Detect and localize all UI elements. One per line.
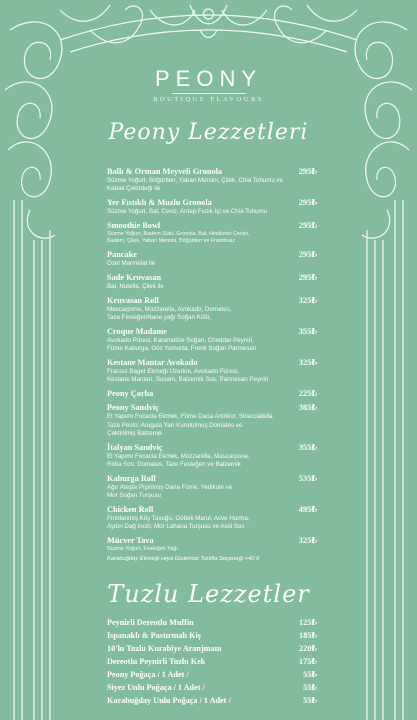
menu-item-name: Ispanaklı & Pastırmalı Kiş xyxy=(107,631,201,640)
menu-item-description: Süzme Yoğurt, Badem Sütü, Gronola, Bal, Hindistan Cevizi, xyxy=(107,230,250,237)
menu-item-description: Kestane Mantarı, Susam, Balzemik Sos, Parmesan Peyniri xyxy=(107,376,269,384)
menu-item-price: 355₺ xyxy=(298,442,317,452)
menu-item xyxy=(107,167,317,194)
menu-item-price: 220₺ xyxy=(299,644,317,653)
section-title: Peony Lezzetleri xyxy=(108,120,309,145)
menu-item xyxy=(107,683,317,696)
menu-item xyxy=(107,273,317,291)
menu-item xyxy=(107,657,317,670)
menu-item-description: Ağır Ateşte Pişirilmiş Dana Füme, Yedikule ve xyxy=(107,483,233,491)
menu-item-name: Kruvasan Roll xyxy=(107,295,159,305)
menu-item-name: İtalyan Sandviç xyxy=(107,442,163,452)
menu-item-name: Smoothie Bowl xyxy=(107,220,161,230)
menu-item-name: Kestane Mantar Avokado xyxy=(107,357,198,367)
menu-item-description: Süzme Yoğurt, Böğürtlen, Yaban Mersini, Çilek, Chia Tohumu ve xyxy=(107,177,284,184)
menu-item-price: 495₺ xyxy=(298,505,317,515)
menu-item-price: 125₺ xyxy=(299,618,317,627)
menu-item-name: Peony Çorba xyxy=(107,389,154,399)
menu-item-description: Taze Pesto, Arugula Yarı Kurutulmuş Domates ve xyxy=(107,421,243,429)
menu-item xyxy=(107,618,317,631)
menu-item xyxy=(107,443,317,470)
brand-logo: PEONY xyxy=(154,66,263,91)
menu-item-name: 10'lu Tuzlu Kurabiye Aranjmanı xyxy=(107,644,222,653)
menu-item xyxy=(107,250,317,268)
menu-item-description: Aydın Dağ İnciri, Mor Lahana Turşusu ve Aioli Sos xyxy=(107,523,245,531)
menu-item xyxy=(107,631,317,644)
menu-item-price: 325₺ xyxy=(298,536,317,546)
menu-item-price: 295₺ xyxy=(298,250,317,260)
menu-item-name: Dereotlu Peynirli Tuzlu Kek xyxy=(107,657,206,666)
section-title: Tuzlu Lezzetler xyxy=(107,580,310,608)
menu-item xyxy=(107,296,317,323)
menu-item-name: Ballı & Orman Meyveli Gronola xyxy=(107,167,223,176)
menu-item-price: 55₺ xyxy=(303,670,317,679)
menu-item xyxy=(107,403,317,438)
menu-item-description: Badem, Çilek, Yaban Mersini, Böğürtlen ve Frambuaz xyxy=(107,238,236,245)
menu-item-price: 355₺ xyxy=(298,326,317,336)
menu-item-price: 55₺ xyxy=(303,683,317,692)
menu-item-name: Chicken Roll xyxy=(107,505,154,515)
menu-item xyxy=(107,644,317,657)
menu-item-name: Siyez Unlu Poğaça / 1 Adet / xyxy=(107,683,205,692)
brand-divider xyxy=(172,93,246,94)
menu-item-description: Roka Sos, Domates, Taze Fesleğen ve Balzemik xyxy=(107,461,241,469)
menu-item-description: Mascarpone, Mozzarella, Avokado, Domates, xyxy=(107,305,232,313)
menu-item-name: Yer Fıstıklı & Muzlu Gronola xyxy=(107,198,212,208)
menu-item xyxy=(107,670,317,683)
menu-item xyxy=(107,358,317,385)
menu-item-name: Karabuğday Unlu Poğaça / 1 Adet / xyxy=(107,696,231,705)
menu-item-description: El Yapımı Focacia Ekmek, Mozzarella, Mascarpone, xyxy=(107,452,250,460)
menu-item-description: Avokado Püresi, Karamelize Soğan, Cheddar Peyniri, xyxy=(107,336,254,344)
menu-item-name: Peynirli Dereotlu Muffin xyxy=(107,618,194,627)
menu-item-price: 325₺ xyxy=(298,295,317,305)
menu-item-price: 325₺ xyxy=(298,357,317,367)
menu-item xyxy=(107,389,317,399)
menu-item-price: 225₺ xyxy=(298,389,317,399)
menu-list xyxy=(107,167,317,558)
menu-item-description: Kabak Çekirdeği ile xyxy=(107,185,161,193)
menu-item-name: Croque Madame xyxy=(107,326,167,336)
menu-item-description: Füme Kaburga, Göz Yumurta, Frenk Soğan Parmesan xyxy=(107,345,257,353)
menu-item-price: 295₺ xyxy=(298,273,317,282)
menu-item-description: Bal, Nutella, Çilek ile xyxy=(107,283,164,290)
menu-item-price: 295₺ xyxy=(298,167,317,176)
menu-list xyxy=(107,618,317,709)
menu-item xyxy=(107,696,317,709)
menu-item-name: Kaburga Roll xyxy=(107,473,156,483)
menu-item-description: Fırınlanmış Köy Tavuğu, Göbek Marul, Acve Hurma, xyxy=(107,515,250,523)
menu-item-description: Süzme Yoğurt, Bal, Ceviz, Antep Fıstık İçi ve Chia Tohumu xyxy=(107,208,268,216)
menu-item-price: 535₺ xyxy=(298,473,317,483)
menu-note: Karabuğday Ekmeği veya Glutensiz Tortilla Seçeneği +40 tl xyxy=(107,556,260,562)
menu-item-name: Sade Kruvasan xyxy=(107,273,162,282)
brand-tagline: BOUTIQUE FLAVOURS xyxy=(153,96,264,103)
menu-item-name: Peony Poğaça / 1 Adet / xyxy=(107,670,189,679)
menu-item-name: Pancake xyxy=(107,250,137,260)
menu-item-price: 295₺ xyxy=(298,198,317,208)
menu-item-name: Peony Sandviç xyxy=(107,403,159,413)
menu-item-description: Taze FesleğenNane yağı Soğan Külü, xyxy=(107,314,211,322)
menu-item xyxy=(107,327,317,354)
menu-item-price: 55₺ xyxy=(303,696,317,705)
menu-item-description: Özel Marmelat ile xyxy=(107,260,156,268)
menu-item xyxy=(107,474,317,501)
menu-item xyxy=(107,198,317,216)
menu-item-description: Çektirilmiş Balzemik xyxy=(107,430,163,438)
menu-item xyxy=(107,536,317,554)
menu-item-description: Fransız Baget Ekmeği Üzerine, Avokado Püresi, xyxy=(107,367,239,375)
menu-item-price: 175₺ xyxy=(299,657,317,666)
menu-item-price: 185₺ xyxy=(299,631,317,640)
menu-item-description: El Yapımı Focacia Ekmek, Füme Dana Antrikot, Stracciatella xyxy=(107,413,273,421)
menu-item-name: Mücver Tava xyxy=(107,536,154,546)
menu-item xyxy=(107,505,317,532)
menu-item-description: Süzme Yoğurt, Fesleğen Yağı xyxy=(107,546,178,553)
menu-item xyxy=(107,221,317,246)
menu-item-price: 295₺ xyxy=(298,220,317,230)
menu-item-price: 385₺ xyxy=(298,403,317,413)
menu-item-description: Mor Soğan Turşusu xyxy=(107,492,161,500)
